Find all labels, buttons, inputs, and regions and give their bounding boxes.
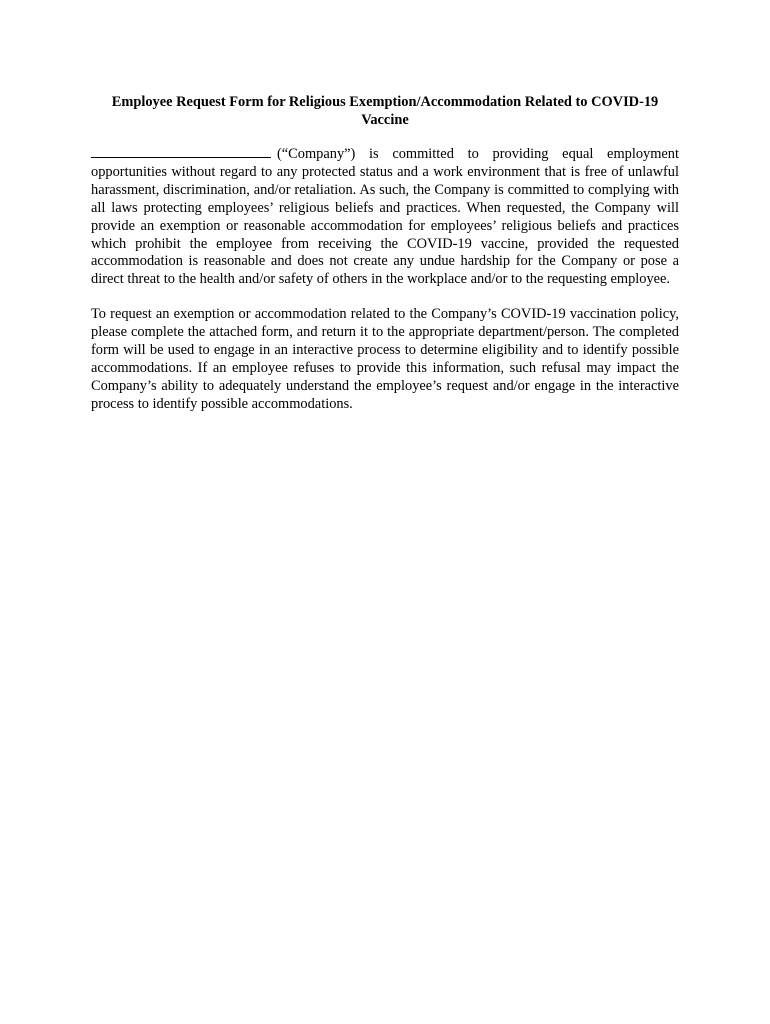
policy-paragraph [91, 145, 679, 289]
company-name-blank[interactable] [91, 145, 271, 158]
document-title: Employee Request Form for Religious Exemption/Accommodation Related to COVID-19 Vaccine [111, 94, 659, 128]
request-instructions-paragraph: To request an exemption or accommodation related to the Company’s COVID-19 vaccination policy, please complete the attached form, and return it to the appropriate department/person. The completed form will be used to engage in an interactive process to determine eligibility and to identify possible accommodations. If an employee refuses to provide this information, such refusal may impact the Company’s ability to adequately understand the employee’s request and/or engage in the interactive process to identify possible accommodations. [91, 306, 679, 412]
document-body [91, 93, 679, 414]
policy-paragraph-text: (“Company”) is committed to providing equal employment opportunities without regard to any protected status and a work environment that is free of unlawful harassment, discrimination, and/or retaliation. As such, the Company is committed to complying with all laws protecting employees’ religious beliefs and practices. When requested, the Company will provide an exemption or reasonable accommodation for employees’ religious beliefs and practices which prohibit the employee from receiving the COVID-19 vaccine, provided the requested accommodation is reasonable and does not create any undue hardship for the Company or pose a direct threat to the health and/or safety of others in the workplace and/or to the requesting employee. [91, 146, 679, 288]
